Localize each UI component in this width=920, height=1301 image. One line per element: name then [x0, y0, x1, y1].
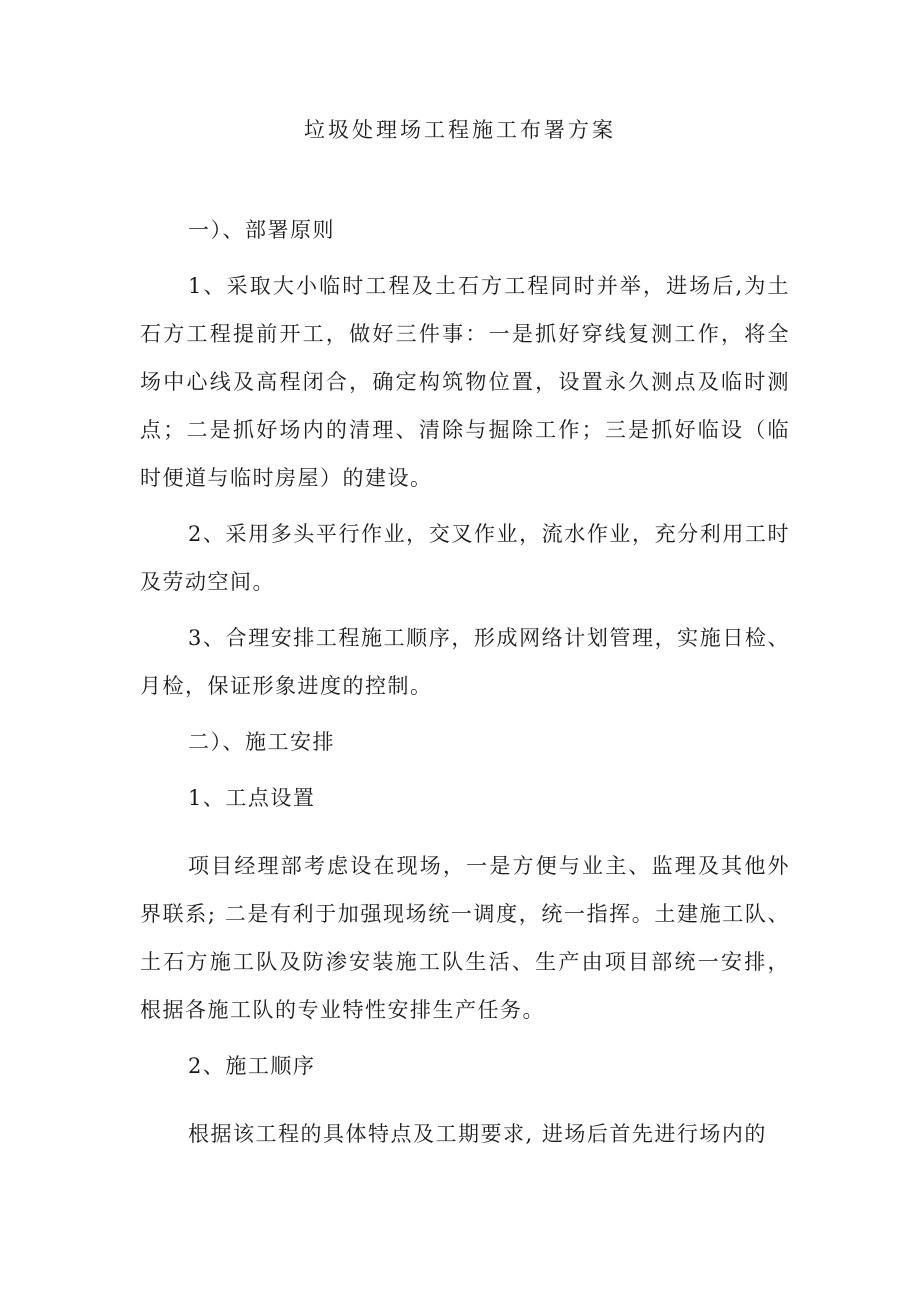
subheading-construction-sequence: 2、施工顺序 [188, 1054, 316, 1078]
site-setup-paragraph: 项目经理部考虑设在现场，一是方便与业主、监理及其他外界联系; 二是有利于加强现场统一调度，统一指挥。土建施工队、土石方施工队及防渗安装施工队生活、生产由项目部统一安排，根据各施工队的专业特性安排生产任务。 [140, 854, 790, 1022]
principle-item-2: 2、采用多头平行作业，交叉作业，流水作业，充分利用工时及劳动空间。 [140, 522, 790, 594]
subheading-site-setup: 1、工点设置 [188, 786, 316, 810]
document-body [140, 206, 790, 1158]
document-title: 垃圾处理场工程施工布署方案 [304, 118, 616, 142]
section-heading-principles: 一）、部署原则 [188, 218, 335, 242]
principle-item-3: 3、合理安排工程施工顺序，形成网络计划管理，实施日检、月检，保证形象进度的控制。 [140, 626, 790, 698]
section-heading-arrangement: 二）、施工安排 [188, 730, 335, 754]
construction-sequence-paragraph: 根据该工程的具体特点及工期要求, 进场后首先进行场内的 [188, 1122, 767, 1146]
principle-item-1: 1、采取大小临时工程及土石方工程同时并举，进场后,为土石方工程提前开工，做好三件事：一是抓好穿线复测工作，将全场中心线及高程闭合，确定构筑物位置，设置永久测点及临时测点；二是抓好场内的清理、清除与掘除工作；三是抓好临设（临时便道与临时房屋）的建设。 [140, 274, 790, 490]
